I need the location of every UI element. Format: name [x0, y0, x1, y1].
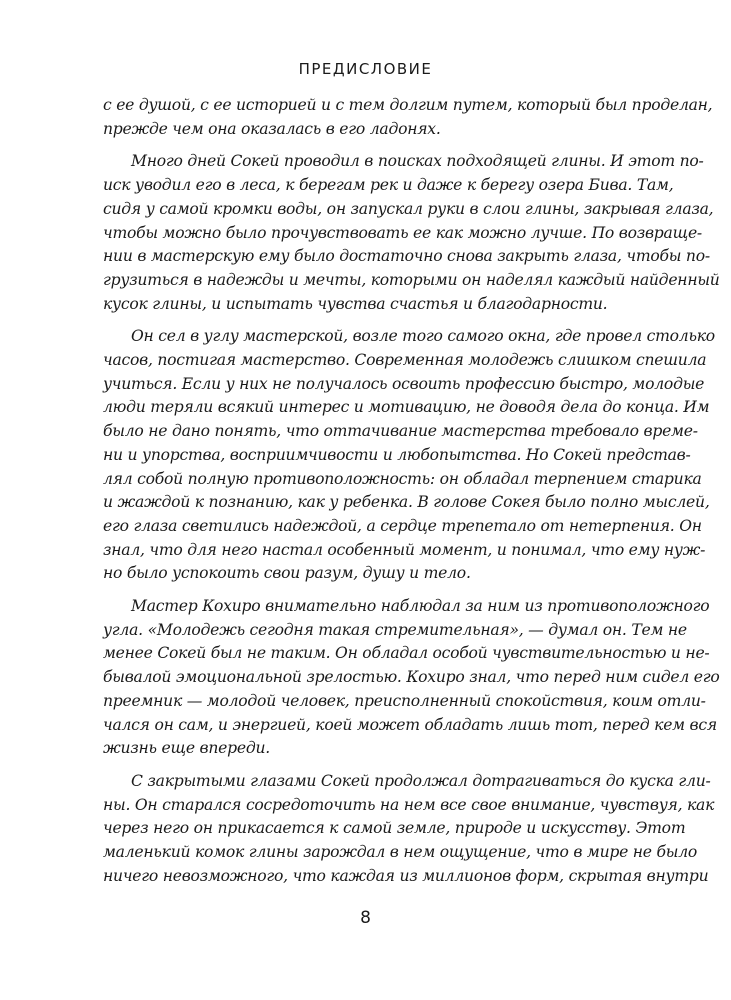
text-line: прежде чем она оказалась в его ладонях.: [103, 119, 441, 138]
text-line: с ее душой, с ее историей и с тем долгим путем, который был проделан,: [103, 96, 713, 114]
page-number: 8: [360, 908, 371, 928]
text-line: грузиться в надежды и мечты, которыми он наделял каждый найденный: [103, 270, 720, 289]
paragraph: [103, 325, 715, 586]
text-line: лял собой полную противоположность: он обладал терпением старика: [103, 469, 702, 488]
text-line: кусок глины, и испытать чувства счастья и благодарности.: [103, 294, 608, 313]
text-line: ничего невозможного, что каждая из миллионов форм, скрытая внутри: [103, 866, 709, 885]
text-line: бывалой эмоциональной зрелостью. Кохиро знал, что перед ним сидел его: [103, 668, 720, 687]
text-line: часов, постигая мастерство. Современная молодежь слишком спешила: [103, 351, 707, 370]
text-line: его глаза светились надеждой, а сердце трепетало от нетерпения. Он: [103, 516, 702, 535]
text-line: ни и упорства, восприимчивости и любопытства. Но Сокей представ-: [103, 445, 691, 464]
text-line: и жаждой к познанию, как у ребенка. В голове Сокея было полно мыслей,: [103, 493, 710, 512]
text-line: Много дней Сокей проводил в поисках подходящей глины. И этот по-: [131, 152, 704, 171]
text-line: менее Сокей был не таким. Он обладал особой чувствительностью и не-: [103, 644, 710, 663]
text-line: учиться. Если у них не получалось освоить профессию быстро, молодые: [103, 374, 705, 393]
body-text: [103, 94, 720, 898]
text-line: нии в мастерскую ему было достаточно снова закрыть глаза, чтобы по-: [103, 247, 710, 266]
text-line: ны. Он старался сосредоточить на нем все свое внимание, чувствуя, как: [103, 795, 715, 814]
text-line: Мастер Кохиро внимательно наблюдал за ним из противоположного: [131, 597, 710, 616]
text-line: сидя у самой кромки воды, он запускал руки в слои глины, закрывая глаза,: [103, 199, 714, 218]
text-line: но было успокоить свои разум, душу и тело.: [103, 564, 471, 583]
paragraph: [103, 595, 720, 761]
text-line: иск уводил его в леса, к берегам рек и даже к берегу озера Бива. Там,: [103, 176, 674, 195]
paragraph: [103, 94, 713, 141]
text-line: было не дано понять, что оттачивание мастерства требовало време-: [103, 422, 698, 441]
text-line: чался он сам, и энергией, коей может обладать лишь тот, перед кем вся: [103, 715, 717, 734]
running-head-title: ПРЕДИСЛОВИЕ: [298, 60, 433, 78]
text-line: знал, что для него настал особенный момент, и понимал, что ему нуж-: [103, 540, 706, 559]
paragraph: [103, 150, 720, 316]
text-line: через него он прикасается к самой земле, природе и искусству. Этот: [103, 819, 686, 838]
text-line: люди теряли всякий интерес и мотивацию, не доводя дела до конца. Им: [103, 398, 710, 417]
text-line: чтобы можно было прочувствовать ее как можно лучше. По возвраще-: [103, 223, 702, 242]
text-line: угла. «Молодежь сегодня такая стремительная», — думал он. Тем не: [103, 620, 687, 639]
text-line: преемник — молодой человек, преисполненный спокойствия, коим отли-: [103, 691, 706, 710]
paragraph: [103, 770, 715, 889]
text-line: жизнь еще впереди.: [103, 739, 270, 758]
text-line: маленький комок глины зарождал в нем ощущение, что в мире не было: [103, 843, 698, 862]
text-line: С закрытыми глазами Сокей продолжал дотрагиваться до куска гли-: [131, 771, 711, 790]
text-line: Он сел в углу мастерской, возле того самого окна, где провел столько: [131, 327, 715, 346]
